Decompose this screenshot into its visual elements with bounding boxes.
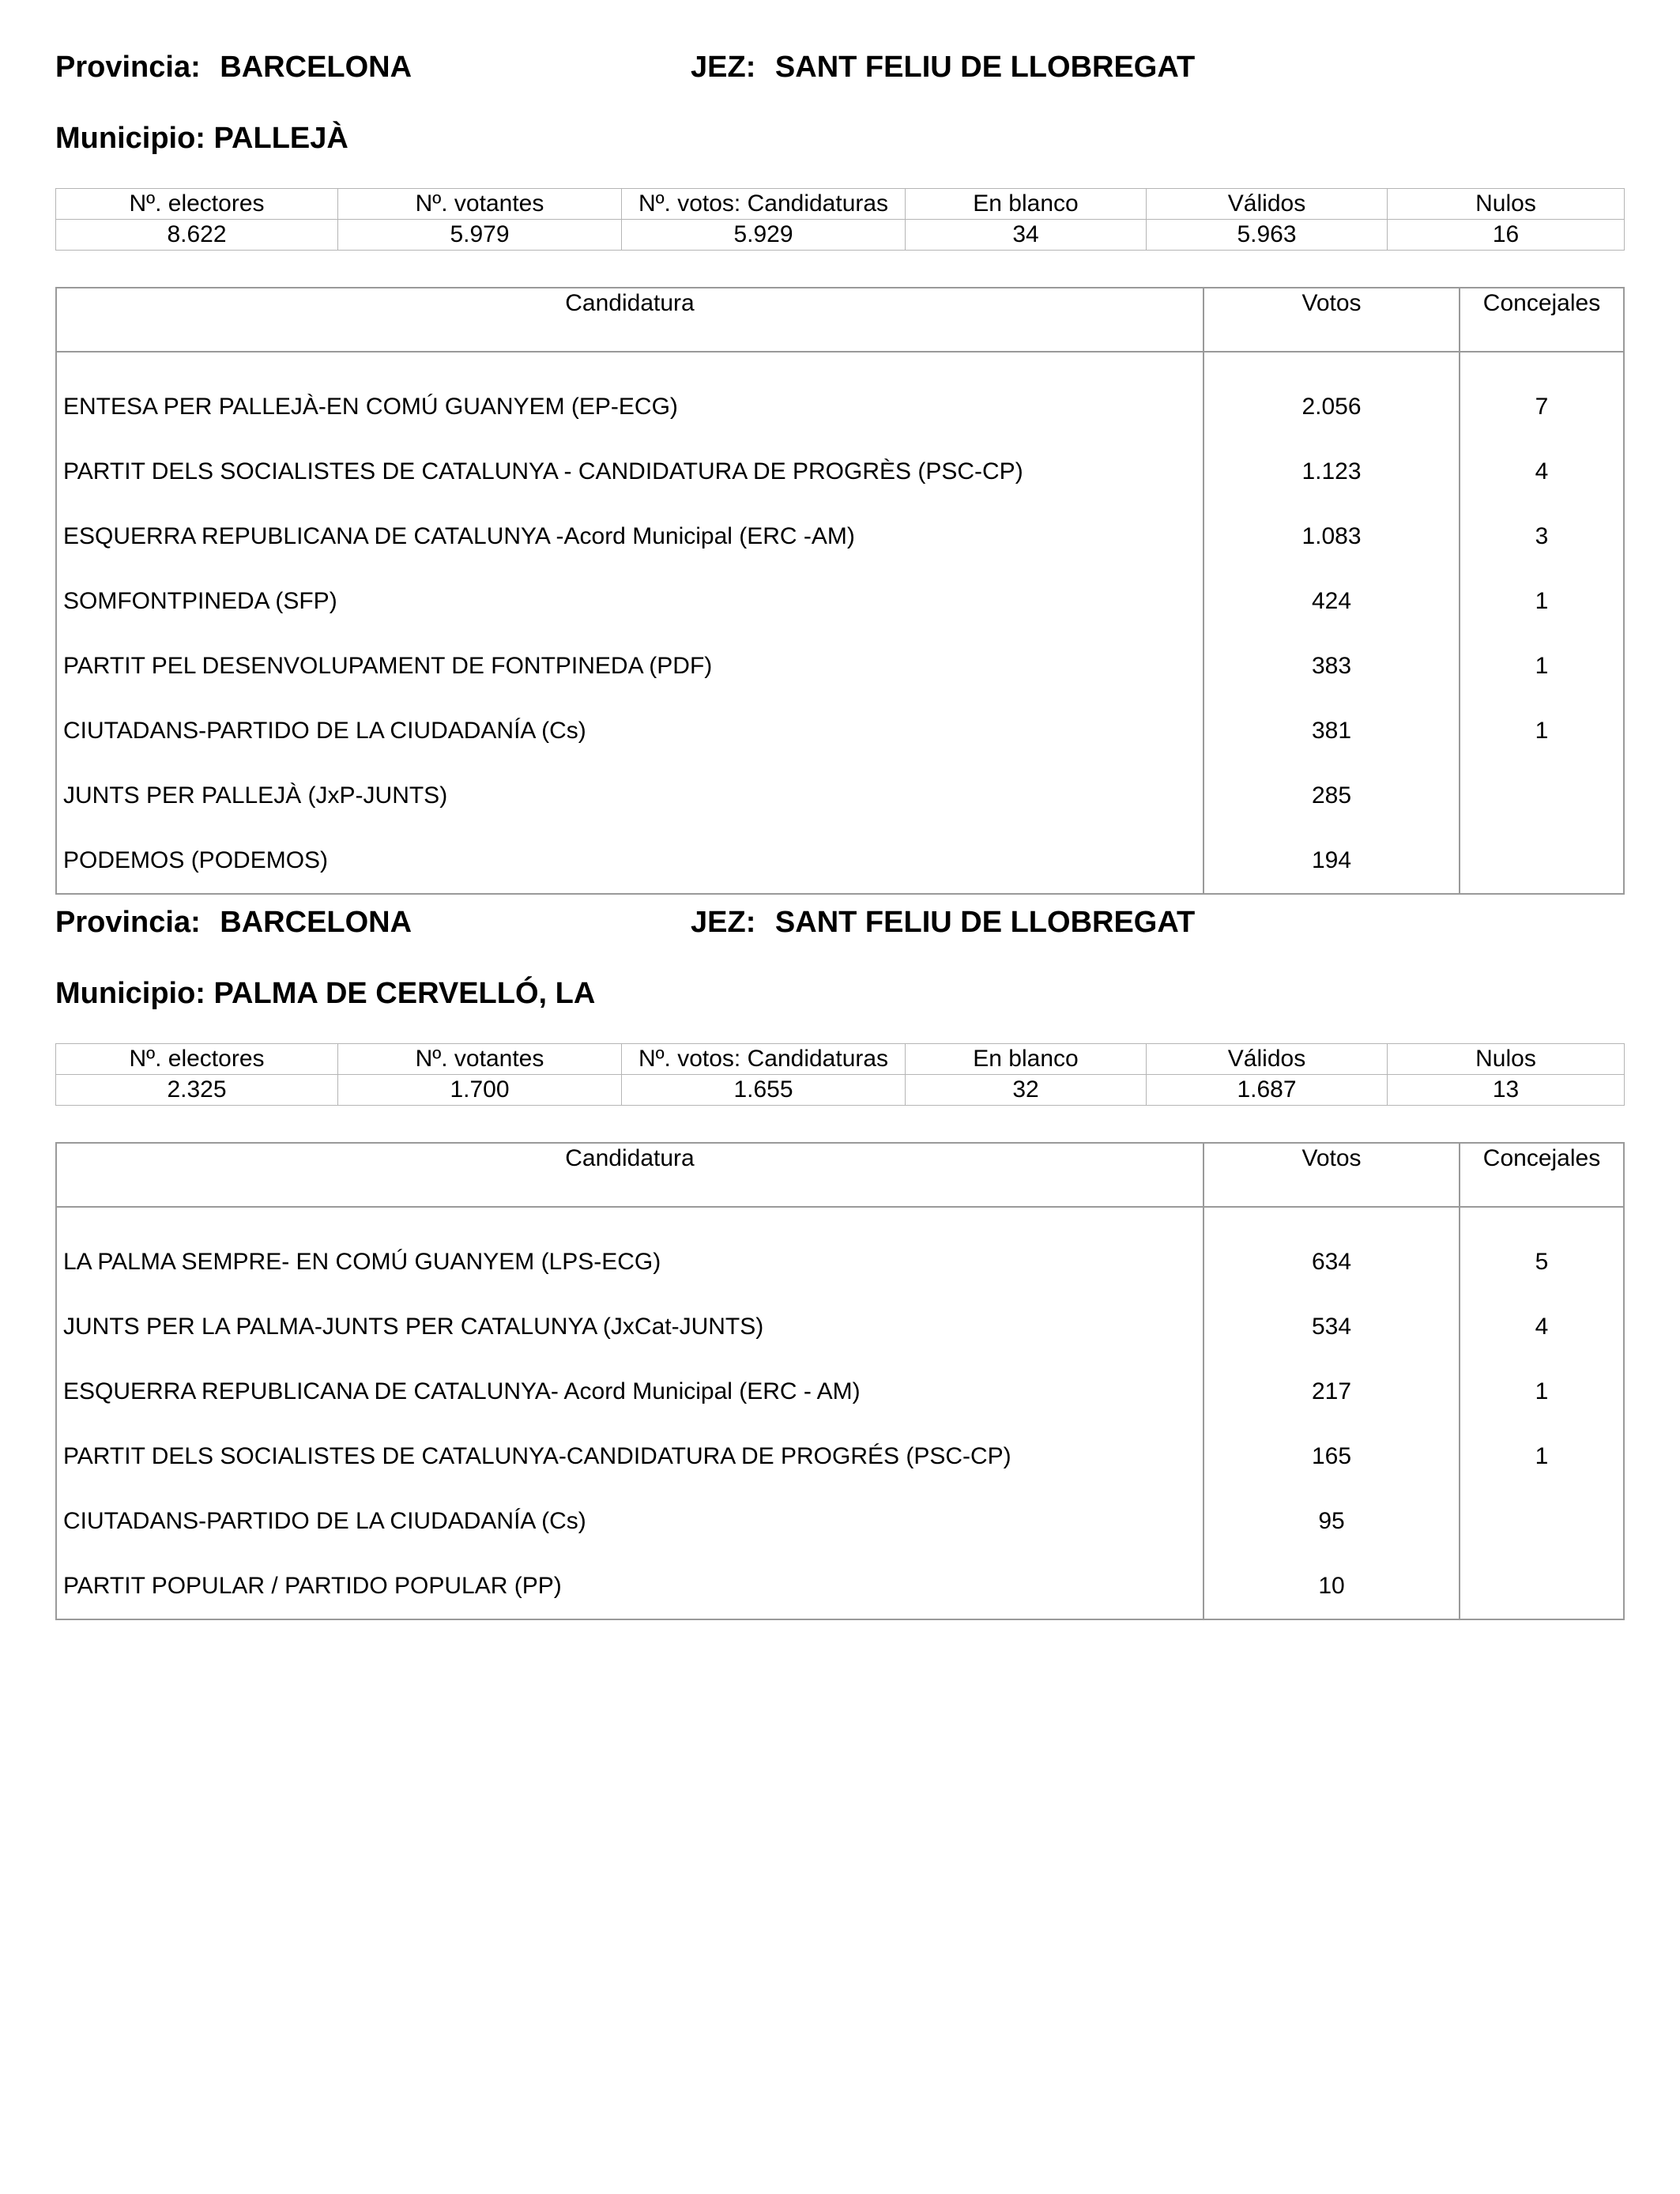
stat-header-en-blanco: En blanco: [906, 189, 1147, 220]
stat-header-votos-candidaturas: Nº. votos: Candidaturas: [622, 189, 906, 220]
candidate-seats: 3: [1460, 504, 1624, 569]
stat-header-electores: Nº. electores: [56, 1044, 338, 1075]
candidates-header-row: [56, 1143, 1624, 1207]
candidate-votes: 217: [1203, 1359, 1460, 1424]
stat-header-votos-candidaturas: Nº. votos: Candidaturas: [622, 1044, 906, 1075]
candidate-row: [56, 1359, 1624, 1424]
candidate-votes: 1.123: [1203, 439, 1460, 504]
candidate-name: JUNTS PER PALLEJÀ (JxP-JUNTS): [63, 782, 448, 809]
provincia-label: Provincia:: [55, 906, 201, 939]
candidate-seats: [1460, 1489, 1624, 1554]
candidate-votes: 165: [1203, 1424, 1460, 1489]
stat-value-nulos: 13: [1388, 1075, 1625, 1106]
municipio-value: PALLEJÀ: [213, 122, 348, 155]
candidate-name: PARTIT DELS SOCIALISTES DE CATALUNYA-CANDIDATURA DE PROGRÉS (PSC-CP): [63, 1443, 1011, 1469]
provincia-line: [55, 906, 412, 940]
candidate-seats: 4: [1460, 439, 1624, 504]
stat-value-validos: 1.687: [1147, 1075, 1388, 1106]
stats-value-row: [56, 1075, 1625, 1106]
provincia-value: BARCELONA: [220, 906, 412, 939]
candidate-name: LA PALMA SEMPRE- EN COMÚ GUANYEM (LPS-ECG): [63, 1249, 661, 1275]
col-header-concejales: Concejales: [1460, 1143, 1624, 1207]
summary-stats-table: [55, 1043, 1625, 1106]
candidate-votes: 424: [1203, 569, 1460, 634]
jez-value: SANT FELIU DE LLOBREGAT: [774, 906, 1196, 939]
candidate-votes: 534: [1203, 1295, 1460, 1359]
candidate-row: [56, 1554, 1624, 1619]
candidate-row: [56, 569, 1624, 634]
candidate-name: JUNTS PER LA PALMA-JUNTS PER CATALUNYA (JxCat-JUNTS): [63, 1314, 764, 1340]
candidate-seats: 1: [1460, 569, 1624, 634]
jez-line: [691, 906, 1195, 940]
municipality-section-pallejà: [55, 51, 1625, 895]
candidates-table: [55, 287, 1625, 895]
stat-header-electores: Nº. electores: [56, 189, 338, 220]
candidate-votes: 194: [1203, 828, 1460, 894]
stat-header-nulos: Nulos: [1388, 1044, 1625, 1075]
stat-header-votantes: Nº. votantes: [338, 189, 622, 220]
col-header-concejales: Concejales: [1460, 288, 1624, 352]
jez-label: JEZ:: [691, 906, 756, 939]
candidates-table: [55, 1142, 1625, 1620]
col-header-candidatura: Candidatura: [56, 1143, 1203, 1207]
stat-value-votos-candidaturas: 5.929: [622, 220, 906, 251]
candidate-votes: 285: [1203, 763, 1460, 828]
candidate-votes: 10: [1203, 1554, 1460, 1619]
candidate-name: CIUTADANS-PARTIDO DE LA CIUDADANÍA (Cs): [63, 1508, 586, 1534]
stat-header-nulos: Nulos: [1388, 189, 1625, 220]
candidate-row: [56, 828, 1624, 894]
provincia-label: Provincia:: [55, 51, 201, 84]
stat-value-votos-candidaturas: 1.655: [622, 1075, 906, 1106]
summary-stats-table: [55, 188, 1625, 251]
stat-header-validos: Válidos: [1147, 1044, 1388, 1075]
stat-value-en-blanco: 32: [906, 1075, 1147, 1106]
municipio-label: Municipio:: [55, 977, 205, 1010]
municipio-value: PALMA DE CERVELLÓ, LA: [213, 977, 596, 1010]
candidate-name: PODEMOS (PODEMOS): [63, 847, 329, 873]
stats-header-row: [56, 189, 1625, 220]
stats-header-row: [56, 1044, 1625, 1075]
section-header: [55, 51, 1625, 122]
candidate-seats: 7: [1460, 352, 1624, 439]
stat-value-validos: 5.963: [1147, 220, 1388, 251]
candidate-seats: 4: [1460, 1295, 1624, 1359]
stat-value-en-blanco: 34: [906, 220, 1147, 251]
stat-value-votantes: 1.700: [338, 1075, 622, 1106]
candidate-row: [56, 1207, 1624, 1295]
candidate-seats: 5: [1460, 1207, 1624, 1295]
col-header-candidatura: Candidatura: [56, 288, 1203, 352]
candidate-votes: 383: [1203, 634, 1460, 699]
candidate-seats: 1: [1460, 1424, 1624, 1489]
section-header: [55, 906, 1625, 977]
candidate-votes: 2.056: [1203, 352, 1460, 439]
candidate-name: PARTIT POPULAR / PARTIDO POPULAR (PP): [63, 1573, 562, 1599]
provincia-value: BARCELONA: [220, 51, 412, 84]
candidates-header-row: [56, 288, 1624, 352]
candidate-seats: [1460, 1554, 1624, 1619]
candidate-name: ESQUERRA REPUBLICANA DE CATALUNYA -Acord Municipal (ERC -AM): [63, 523, 855, 549]
col-header-votos: Votos: [1203, 288, 1460, 352]
stat-value-electores: 2.325: [56, 1075, 338, 1106]
stat-value-nulos: 16: [1388, 220, 1625, 251]
stat-header-votantes: Nº. votantes: [338, 1044, 622, 1075]
candidate-seats: 1: [1460, 634, 1624, 699]
candidate-name: CIUTADANS-PARTIDO DE LA CIUDADANÍA (Cs): [63, 718, 586, 744]
candidate-row: [56, 439, 1624, 504]
candidate-name: PARTIT PEL DESENVOLUPAMENT DE FONTPINEDA (PDF): [63, 653, 713, 679]
candidate-seats: 1: [1460, 699, 1624, 763]
stat-header-en-blanco: En blanco: [906, 1044, 1147, 1075]
candidate-row: [56, 699, 1624, 763]
stat-value-votantes: 5.979: [338, 220, 622, 251]
candidate-name: ENTESA PER PALLEJÀ-EN COMÚ GUANYEM (EP-ECG): [63, 394, 678, 420]
candidate-votes: 1.083: [1203, 504, 1460, 569]
candidate-name: SOMFONTPINEDA (SFP): [63, 588, 337, 614]
candidate-row: [56, 1295, 1624, 1359]
candidate-name: ESQUERRA REPUBLICANA DE CATALUNYA- Acord Municipal (ERC - AM): [63, 1378, 861, 1404]
candidate-seats: [1460, 828, 1624, 894]
municipio-title: [55, 977, 1625, 1040]
candidate-row: [56, 1424, 1624, 1489]
col-header-votos: Votos: [1203, 1143, 1460, 1207]
municipio-label: Municipio:: [55, 122, 205, 155]
candidate-seats: 1: [1460, 1359, 1624, 1424]
jez-line: [691, 51, 1195, 85]
stat-header-validos: Válidos: [1147, 189, 1388, 220]
candidate-seats: [1460, 763, 1624, 828]
municipality-section-palma-de-cervello: [55, 906, 1625, 1620]
candidate-row: [56, 763, 1624, 828]
provincia-line: [55, 51, 412, 85]
candidate-row: [56, 504, 1624, 569]
candidate-row: [56, 1489, 1624, 1554]
jez-value: SANT FELIU DE LLOBREGAT: [774, 51, 1196, 84]
candidate-row: [56, 634, 1624, 699]
candidate-row: [56, 352, 1624, 439]
candidate-name: PARTIT DELS SOCIALISTES DE CATALUNYA - CANDIDATURA DE PROGRÈS (PSC-CP): [63, 458, 1023, 484]
candidate-votes: 634: [1203, 1207, 1460, 1295]
candidate-votes: 381: [1203, 699, 1460, 763]
candidate-votes: 95: [1203, 1489, 1460, 1554]
stat-value-electores: 8.622: [56, 220, 338, 251]
municipio-title: [55, 122, 1625, 185]
stats-value-row: [56, 220, 1625, 251]
jez-label: JEZ:: [691, 51, 756, 84]
